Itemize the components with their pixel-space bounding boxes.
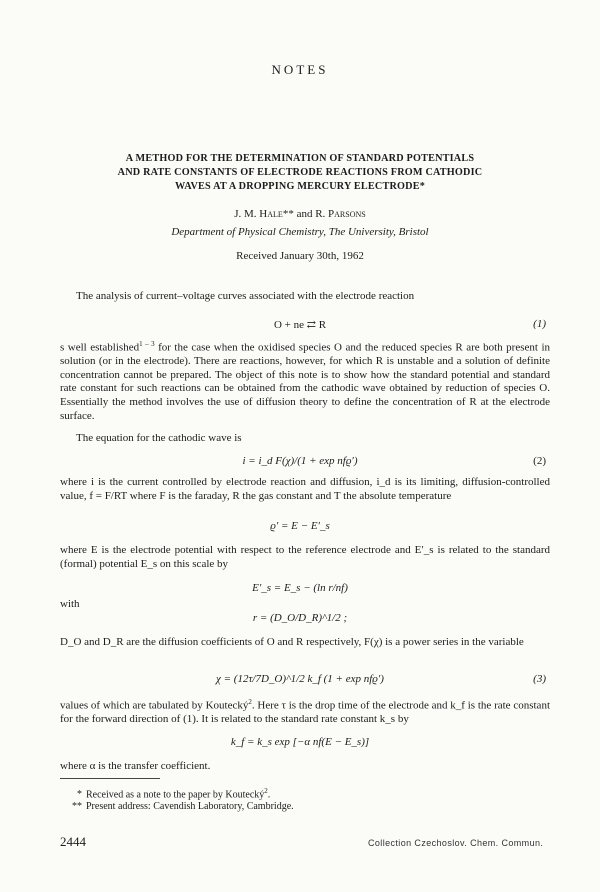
- author-2: R. Parsons: [315, 208, 366, 220]
- paragraph-6: D_O and D_R are the diffusion coefficients of O and R respectively, F(χ) is a power series in the variable: [60, 636, 524, 648]
- equation-7: [0, 736, 600, 748]
- footnote-2-text: Present address: Cavendish Laboratory, Cambridge.: [86, 801, 294, 812]
- author-1: J. M. Hale: [234, 208, 283, 220]
- equation-2-number: (2): [533, 455, 546, 467]
- paragraph-7: [60, 696, 550, 727]
- equation-6: [0, 673, 600, 685]
- author-1-mark: **: [282, 208, 294, 220]
- with-label: with: [60, 598, 80, 610]
- paragraph-5: where E is the electrode potential with respect to the reference electrode and E′_s is related to the standard (formal) potential E_s on this scale by: [60, 544, 550, 570]
- equation-2: [0, 455, 600, 467]
- equation-4: [0, 582, 600, 594]
- paragraph-2-rest: for the case when the oxidised species O and the reduced species R are both present in solution (or in the electrode). There are reactions, however, for which R is unstable and a solution of definite concentration cannot be prepared. The object of this note is to show how the standard potential and standard rate constant for such reactions can be obtained from the cathodic wave obtained by reduction of species O. Essentially the method involves the use of diffusion theory to define the concentration of R at the electrode surface.: [60, 341, 550, 422]
- footnote-2-mark: **: [72, 801, 82, 812]
- footnote-2: [60, 799, 550, 814]
- paragraph-2-start: s well established: [60, 341, 140, 354]
- authors-line: [0, 208, 600, 220]
- equation-5: [0, 612, 600, 624]
- author-conjunction: and: [296, 208, 313, 220]
- footnote-1-ref: 2: [264, 787, 268, 795]
- equation-6-number: (3): [533, 673, 546, 685]
- affiliation: Department of Physical Chemistry, The University, Bristol: [171, 226, 429, 238]
- paragraph-7-rest: . Here τ is the drop time of the electrode and k_f is the rate constant for the forward direction of (1). It is related to the standard rate constant k_s by: [60, 699, 551, 726]
- title-line-3: WAVES AT A DROPPING MERCURY ELECTRODE*: [175, 181, 425, 192]
- title-line-2: AND RATE CONSTANTS OF ELECTRODE REACTIONS FROM CATHODIC: [117, 167, 483, 178]
- equation-5-expr: r = (D_O/D_R)^1/2 ;: [252, 612, 348, 624]
- paragraph-4: where i is the current controlled by electrode reaction and diffusion, i_d is its limiting, diffusion-controlled value, f = F/RT where F is the faraday, R the gas constant and T the absolute temperature: [60, 476, 550, 502]
- equation-1-number: (1): [533, 318, 546, 330]
- title-line-1: A METHOD FOR THE DETERMINATION OF STANDARD POTENTIALS: [125, 153, 475, 164]
- article-title: [50, 152, 550, 194]
- paragraph-1: The analysis of current–voltage curves associated with the electrode reaction: [76, 290, 415, 302]
- paragraph-2: [60, 338, 550, 423]
- paragraph-7-ref: 2: [248, 698, 252, 706]
- section-header: NOTES: [271, 62, 329, 77]
- equation-2-expr: i = i_d F(χ)/(1 + exp nfϱ′): [242, 455, 358, 467]
- equation-4-expr: E′_s = E_s − (ln r/nf): [252, 582, 348, 594]
- paragraph-7-start: values of which are tabulated by Koutecký: [60, 699, 249, 712]
- footnote-rule: [60, 778, 160, 779]
- footnote-1-end: .: [267, 789, 271, 801]
- equation-6-expr: χ = (12τ/7D_O)^1/2 k_f (1 + exp nfϱ′): [216, 673, 384, 685]
- paragraph-8: where α is the transfer coefficient.: [60, 760, 211, 772]
- paragraph-2-ref: 1 – 3: [139, 340, 155, 348]
- equation-3-expr: ϱ′ = E − E′_s: [270, 520, 330, 532]
- equation-1-expr: O + ne ⇄ R: [273, 319, 327, 331]
- journal-name: Collection Czechoslov. Chem. Commun.: [368, 838, 544, 848]
- equation-7-expr: k_f = k_s exp [−α nf(E − E_s)]: [230, 736, 370, 748]
- footnote-1-text: Received as a note to the paper by Koutecký: [86, 789, 265, 801]
- page-number: 2444: [60, 834, 86, 849]
- received-date: Received January 30th, 1962: [236, 250, 364, 262]
- equation-1: [0, 318, 600, 331]
- equation-3: [0, 520, 600, 532]
- paragraph-3: The equation for the cathodic wave is: [76, 432, 242, 444]
- footnote-1-mark: *: [77, 789, 82, 801]
